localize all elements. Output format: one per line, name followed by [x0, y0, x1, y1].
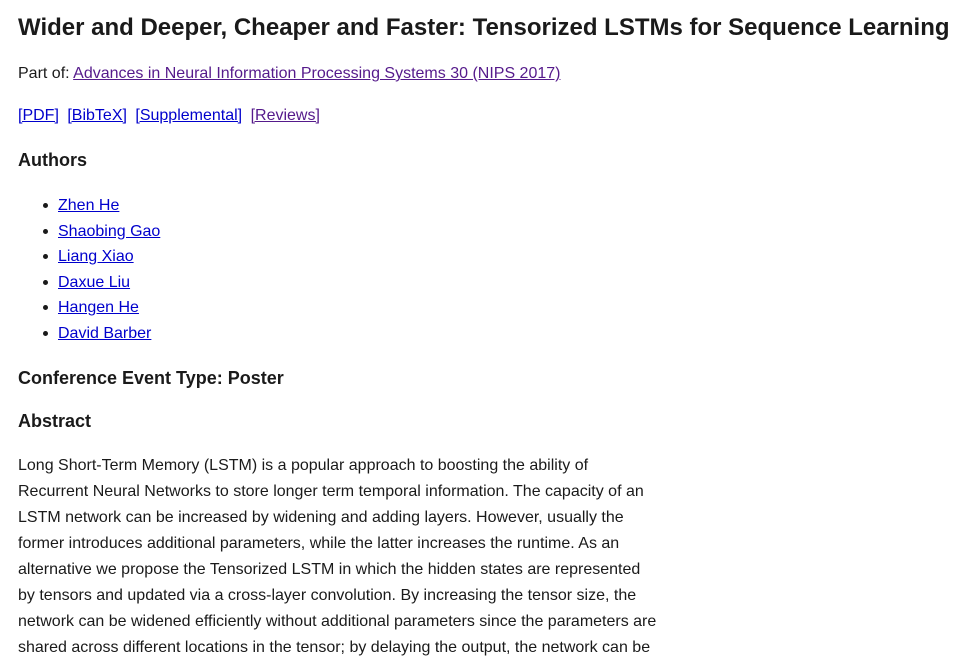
author-item	[18, 193, 160, 219]
reviews-link[interactable]: [Reviews]	[250, 107, 320, 124]
part-of-label: Part of:	[18, 65, 74, 82]
author-item	[18, 244, 160, 270]
author-link-liang-xiao[interactable]: Liang Xiao	[58, 248, 134, 266]
author-link-hangen-he[interactable]: Hangen He	[58, 299, 139, 317]
conference-event-type: Conference Event Type: Poster	[18, 368, 284, 388]
abstract-text	[18, 453, 678, 658]
author-link-zhen-he[interactable]: Zhen He	[58, 197, 120, 214]
abstract-line: network can be widened efficiently without additional parameters since the parameters are	[18, 613, 657, 630]
abstract-line: by tensors and updated via a cross-layer convolution. By increasing the tensor size, the	[18, 587, 637, 604]
author-link-shaobing-gao[interactable]: Shaobing Gao	[58, 222, 161, 240]
author-item	[18, 219, 160, 245]
abstract-line: former introduces additional parameters, while the latter increases the runtime. As an	[18, 535, 620, 552]
resource-links	[18, 106, 320, 126]
author-item	[18, 270, 160, 296]
abstract-line: shared across different locations in the tensor; by delaying the output, the network can be	[18, 639, 651, 656]
abstract-line: alternative we propose the Tensorized LSTM in which the hidden states are represented	[18, 561, 641, 578]
author-link-david-barber[interactable]: David Barber	[58, 324, 152, 342]
part-of-line	[18, 64, 560, 84]
author-item	[18, 295, 160, 321]
supplemental-link[interactable]: [Supplemental]	[135, 107, 243, 124]
abstract-line: LSTM network can be increased by widening and adding layers. However, usually the	[18, 509, 624, 526]
abstract-line: Recurrent Neural Networks to store longer term temporal information. The capacity of an	[18, 483, 644, 500]
author-list	[18, 193, 160, 347]
authors-heading: Authors	[18, 150, 87, 170]
abstract-heading: Abstract	[18, 411, 92, 431]
pdf-link[interactable]: [PDF]	[18, 107, 59, 124]
proceedings-link[interactable]: Advances in Neural Information Processing Systems 30 (NIPS 2017)	[73, 65, 561, 82]
paper-title: Wider and Deeper, Cheaper and Faster: Tensorized LSTMs for Sequence Learning	[18, 14, 950, 41]
author-item	[18, 321, 160, 347]
author-link-daxue-liu[interactable]: Daxue Liu	[58, 273, 131, 291]
abstract-line: Long Short-Term Memory (LSTM) is a popular approach to boosting the ability of	[18, 457, 589, 474]
bibtex-link[interactable]: [BibTeX]	[67, 107, 127, 124]
